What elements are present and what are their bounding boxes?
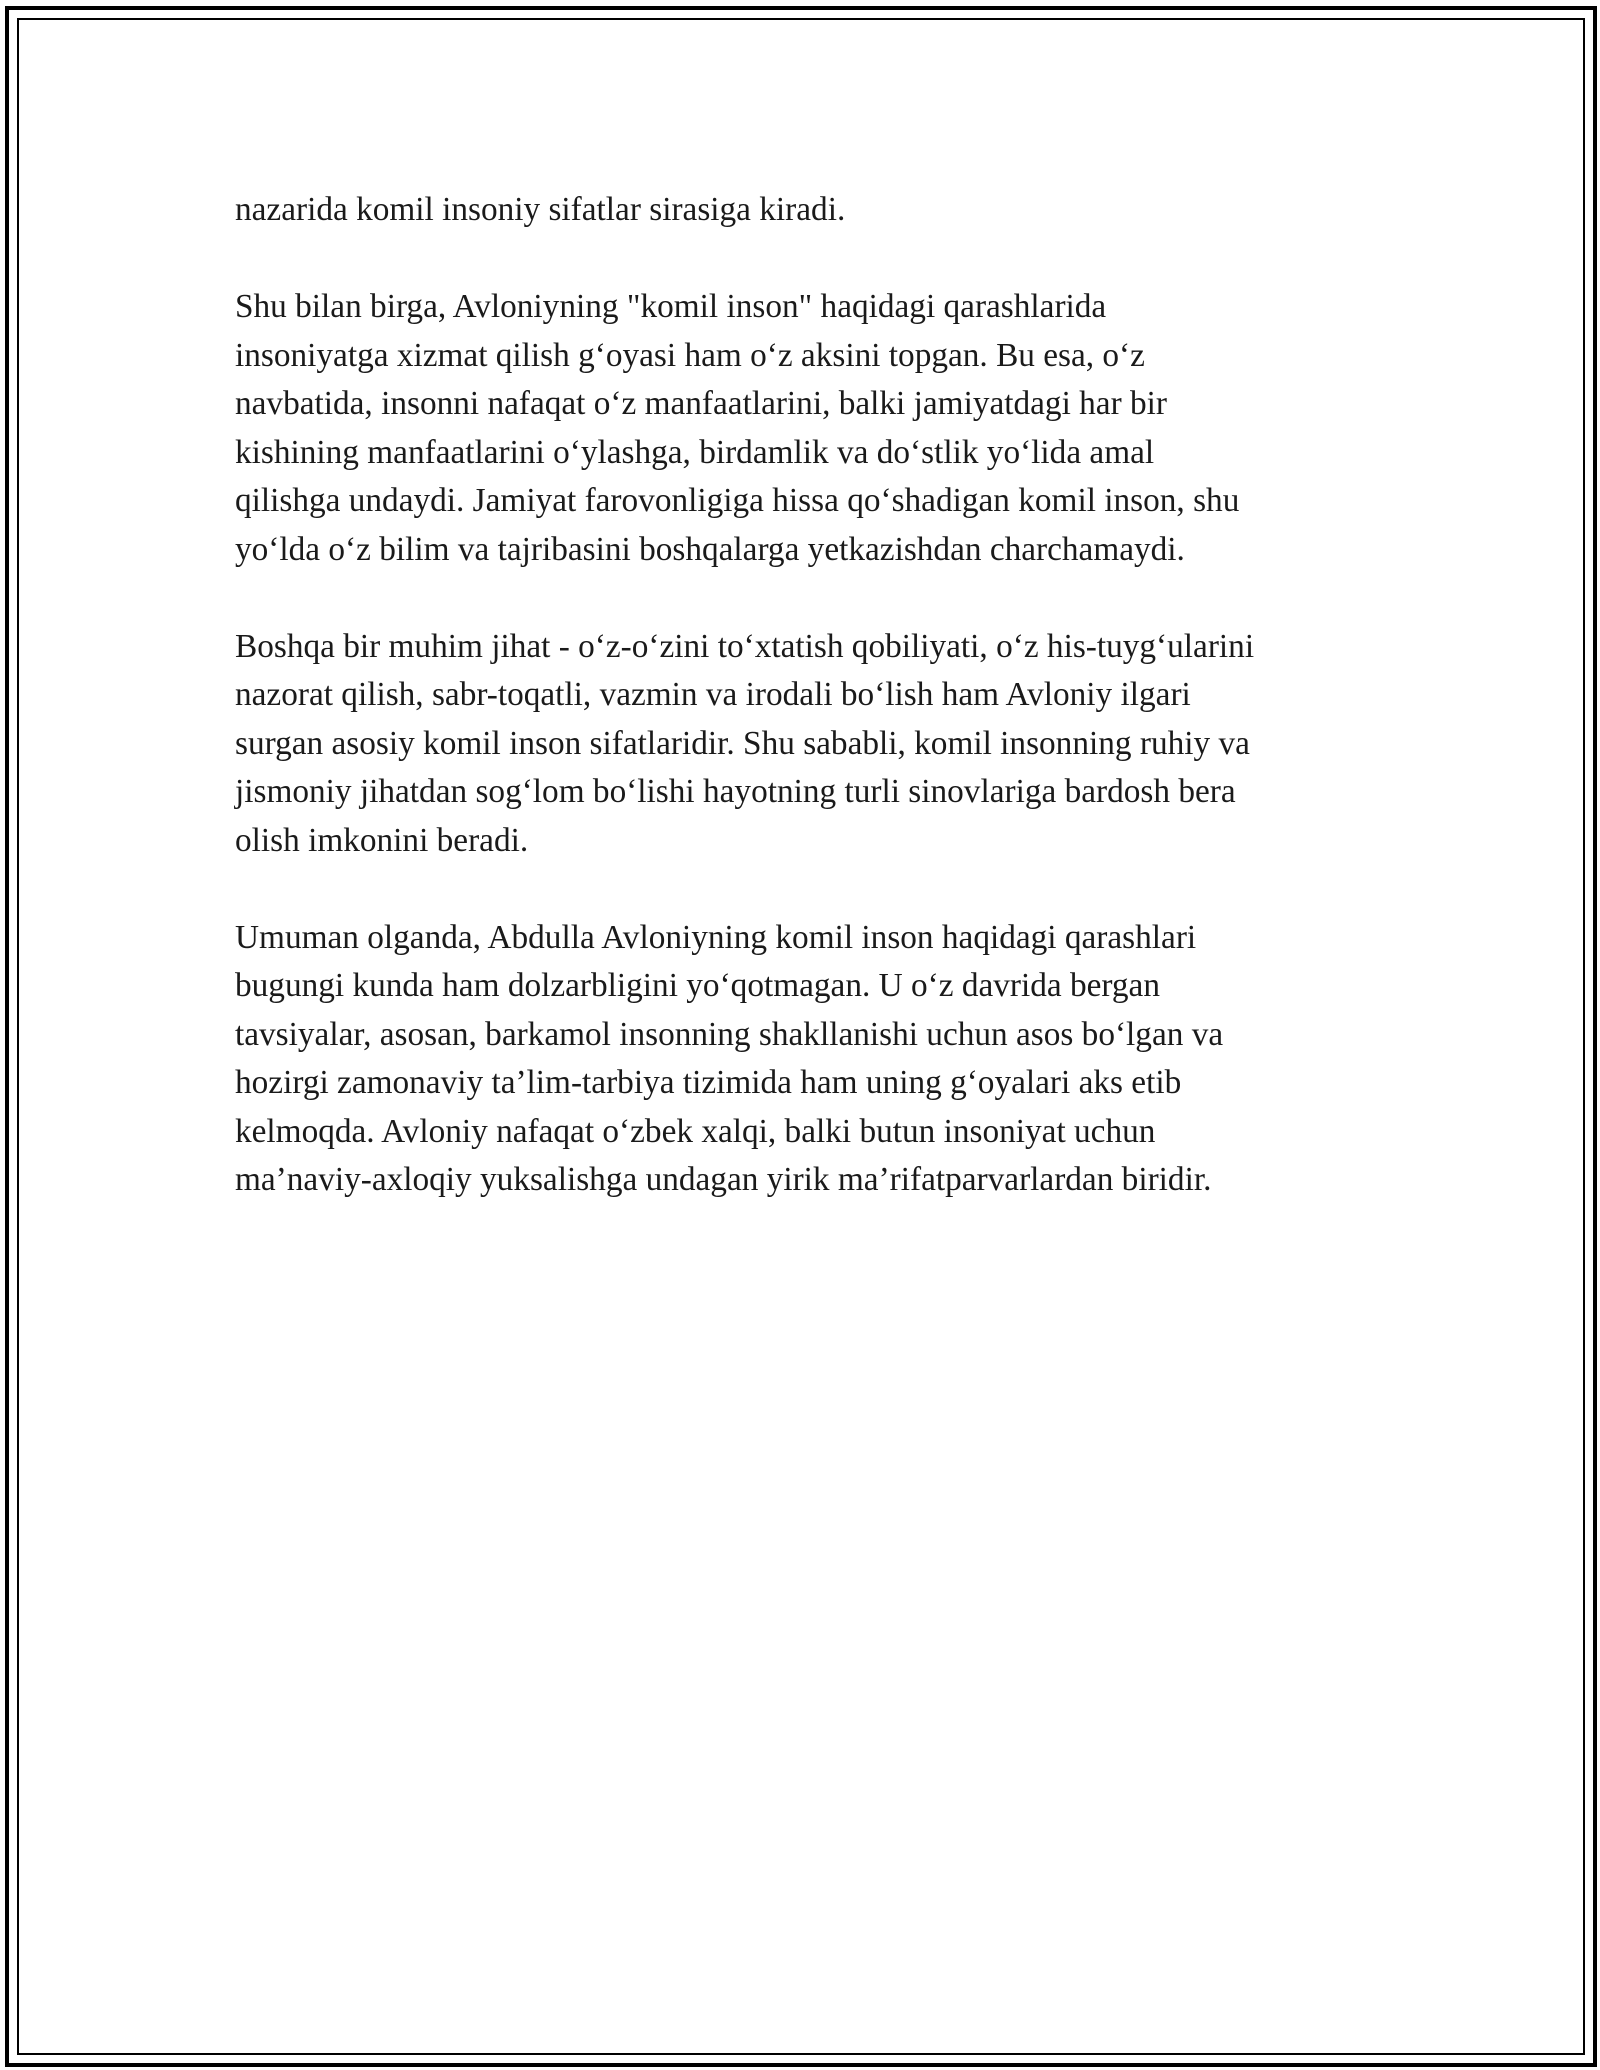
text-line: Umuman olganda, Abdulla Avloniyning komil inson haqidagi qarashlari bbox=[235, 918, 1197, 956]
paragraph-1 bbox=[235, 186, 1395, 235]
paragraph-4 bbox=[235, 914, 1395, 1205]
text-line: tavsiyalar, asosan, barkamol insonning shakllanishi uchun asos bo‘lgan va bbox=[235, 1015, 1224, 1053]
text-line: bugungi kunda ham dolzarbligini yo‘qotmagan. U o‘z davrida bergan bbox=[235, 967, 1160, 1004]
text-line: kelmoqda. Avloniy nafaqat o‘zbek xalqi, balki butun insoniyat uchun bbox=[235, 1112, 1156, 1150]
text-line: nazorat qilish, sabr-toqatli, vazmin va irodali bo‘lish ham Avloniy ilgari bbox=[235, 676, 1191, 713]
text-line: jismoniy jihatdan sog‘lom bo‘lishi hayotning turli sinovlariga bardosh bera bbox=[235, 773, 1236, 810]
text-line: kishining manfaatlarini o‘ylashga, birdamlik va do‘stlik yo‘lida amal bbox=[235, 433, 1155, 471]
text-line: olish imkonini beradi. bbox=[235, 821, 529, 859]
paragraph-3 bbox=[235, 623, 1395, 866]
document-body bbox=[235, 186, 1395, 1253]
text-line: nazarida komil insoniy sifatlar sirasiga kiradi. bbox=[235, 191, 846, 228]
text-line: hozirgi zamonaviy ta’lim-tarbiya tizimida ham uning g‘oyalari aks etib bbox=[235, 1064, 1182, 1101]
text-line: surgan asosiy komil inson sifatlaridir. Shu sababli, komil insonning ruhiy va bbox=[235, 724, 1250, 762]
text-line: navbatida, insonni nafaqat o‘z manfaatlarini, balki jamiyatdagi har bir bbox=[235, 385, 1167, 422]
text-line: Boshqa bir muhim jihat - o‘z-o‘zini to‘xtatish qobiliyati, o‘z his-tuyg‘ularini bbox=[235, 627, 1255, 665]
text-line: ma’naviy-axloqiy yuksalishga undagan yirik ma’rifatparvarlardan biridir. bbox=[235, 1161, 1212, 1198]
text-line: qilishga undaydi. Jamiyat farovonligiga hissa qo‘shadigan komil inson, shu bbox=[235, 482, 1240, 519]
paragraph-2 bbox=[235, 283, 1395, 574]
text-line: Shu bilan birga, Avloniyning "komil inson" haqidagi qarashlarida bbox=[235, 288, 1107, 325]
text-line: insoniyatga xizmat qilish g‘oyasi ham o‘z aksini topgan. Bu esa, o‘z bbox=[235, 336, 1145, 374]
text-line: yo‘lda o‘z bilim va tajribasini boshqalarga yetkazishdan charchamaydi. bbox=[235, 530, 1185, 568]
